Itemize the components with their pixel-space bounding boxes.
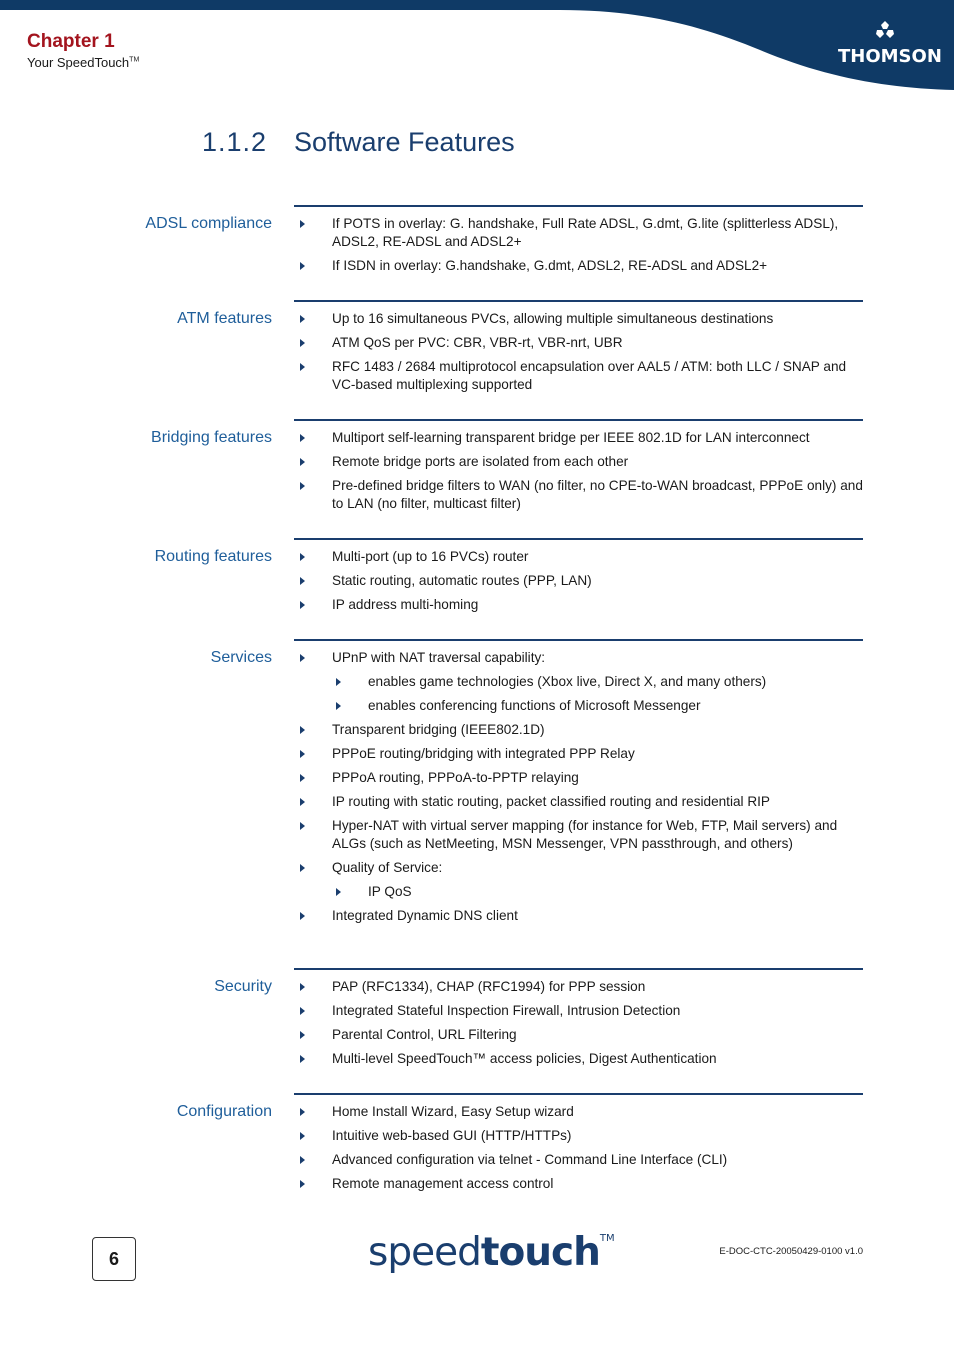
list-item	[294, 907, 863, 925]
bullet-arrow-icon	[336, 678, 341, 686]
item-text: Remote management access control	[332, 1176, 554, 1191]
feature-list	[294, 649, 863, 931]
group-divider	[294, 538, 863, 540]
list-item	[294, 477, 863, 512]
bullet-arrow-icon	[300, 553, 305, 561]
bullet-arrow-icon	[300, 774, 305, 782]
item-text: PPPoE routing/bridging with integrated PPP Relay	[332, 746, 635, 761]
group-label: Configuration	[176, 1103, 272, 1120]
item-text: If ISDN in overlay: G.handshake, G.dmt, ADSL2, RE-ADSL and ADSL2+	[332, 257, 768, 273]
group-label: Routing features	[154, 548, 272, 565]
group-label: ADSL compliance	[145, 215, 272, 232]
list-item	[294, 215, 863, 250]
chapter-subtitle: Your SpeedTouch™	[27, 55, 140, 70]
item-text: Home Install Wizard, Easy Setup wizard	[332, 1104, 574, 1119]
item-text: ATM QoS per PVC: CBR, VBR-rt, VBR-nrt, UBR	[332, 335, 623, 350]
list-item	[294, 978, 863, 996]
list-item	[294, 358, 863, 393]
item-text: Integrated Stateful Inspection Firewall, Intrusion Detection	[332, 1003, 681, 1018]
bullet-arrow-icon	[300, 654, 305, 662]
item-text: Hyper-NAT with virtual server mapping (for instance for Web, FTP, Mail servers) and ALGs (such as NetMeeting, MSN Messenger, VPN passthrough, and others)	[332, 818, 838, 851]
section-number: 1.1.2	[202, 127, 268, 157]
group-label: Security	[214, 978, 272, 995]
sub-list-item	[294, 883, 863, 901]
bullet-arrow-icon	[300, 339, 305, 347]
item-text: enables game technologies (Xbox live, Direct X, and many others)	[368, 674, 767, 689]
list-item	[294, 745, 863, 763]
item-text: If POTS in overlay: G. handshake, Full Rate ADSL, G.dmt, G.lite (splitterless ADSL), ADSL2, RE-ADSL and ADSL2+	[332, 216, 839, 249]
chapter-label: Chapter 1	[27, 31, 115, 52]
item-text: Multi-level SpeedTouch™ access policies, Digest Authentication	[332, 1051, 717, 1066]
sub-list-item	[294, 697, 863, 715]
bullet-arrow-icon	[300, 363, 305, 371]
item-text: Quality of Service:	[332, 859, 443, 875]
bullet-arrow-icon	[300, 726, 305, 734]
item-text: PPPoA routing, PPPoA-to-PPTP relaying	[332, 770, 579, 785]
bullet-arrow-icon	[300, 864, 305, 872]
item-text: Remote bridge ports are isolated from each other	[332, 454, 629, 469]
section-title	[202, 127, 515, 158]
group-divider	[294, 419, 863, 421]
item-text: PAP (RFC1334), CHAP (RFC1994) for PPP session	[332, 979, 646, 994]
bullet-arrow-icon	[336, 888, 341, 896]
section-heading: Software Features	[294, 127, 515, 157]
thomson-logo	[838, 20, 942, 70]
group-label: Services	[210, 649, 272, 666]
page-number: 6	[92, 1237, 136, 1281]
feature-list	[294, 548, 863, 620]
feature-list	[294, 429, 863, 519]
bullet-arrow-icon	[300, 601, 305, 609]
bullet-arrow-icon	[300, 434, 305, 442]
item-text: Multiport self-learning transparent bridge per IEEE 802.1D for LAN interconnect	[332, 430, 810, 445]
list-item	[294, 257, 863, 275]
bullet-arrow-icon	[300, 315, 305, 323]
list-item	[294, 721, 863, 739]
list-item	[294, 334, 863, 352]
bullet-arrow-icon	[300, 750, 305, 758]
group-divider	[294, 639, 863, 641]
list-item	[294, 429, 863, 447]
list-item	[294, 1151, 863, 1169]
bullet-arrow-icon	[300, 1007, 305, 1015]
list-item	[294, 453, 863, 471]
bullet-arrow-icon	[300, 822, 305, 830]
feature-list	[294, 1103, 863, 1199]
thomson-wordmark: THOMSON	[838, 46, 942, 67]
list-item	[294, 596, 863, 614]
list-item	[294, 1050, 863, 1068]
thomson-mark-icon	[874, 20, 896, 40]
bullet-arrow-icon	[300, 262, 305, 270]
item-text: RFC 1483 / 2684 multiprotocol encapsulation over AAL5 / ATM: both LLC / SNAP and VC-based multiplexing supported	[332, 359, 847, 392]
list-item	[294, 548, 863, 566]
bullet-arrow-icon	[300, 1055, 305, 1063]
group-divider	[294, 300, 863, 302]
feature-list	[294, 310, 863, 400]
bullet-arrow-icon	[300, 577, 305, 585]
bullet-arrow-icon	[336, 702, 341, 710]
list-item	[294, 1127, 863, 1145]
list-item	[294, 1103, 863, 1121]
item-text: Multi-port (up to 16 PVCs) router	[332, 549, 529, 564]
list-item	[294, 817, 863, 852]
group-divider	[294, 1093, 863, 1095]
feature-list	[294, 978, 863, 1074]
item-text: Intuitive web-based GUI (HTTP/HTTPs)	[332, 1128, 572, 1143]
list-item	[294, 1175, 863, 1193]
speedtouch-logo: speedtouch™	[368, 1230, 615, 1275]
item-text: Parental Control, URL Filtering	[332, 1027, 517, 1042]
bullet-arrow-icon	[300, 1180, 305, 1188]
feature-list	[294, 215, 863, 281]
item-text: enables conferencing functions of Microsoft Messenger	[368, 698, 701, 713]
item-text: Advanced configuration via telnet - Command Line Interface (CLI)	[332, 1152, 728, 1167]
list-item	[294, 859, 863, 877]
item-text: Pre-defined bridge filters to WAN (no filter, no CPE-to-WAN broadcast, PPPoE only) and to LAN (no filter, multicast filter)	[332, 478, 863, 511]
item-text: Static routing, automatic routes (PPP, LAN)	[332, 573, 592, 588]
bullet-arrow-icon	[300, 1108, 305, 1116]
list-item	[294, 769, 863, 787]
group-label: ATM features	[177, 310, 272, 327]
bullet-arrow-icon	[300, 458, 305, 466]
bullet-arrow-icon	[300, 798, 305, 806]
item-text: Transparent bridging (IEEE802.1D)	[332, 722, 545, 737]
group-label: Bridging features	[151, 429, 272, 446]
item-text: UPnP with NAT traversal capability:	[332, 650, 546, 665]
list-item	[294, 1002, 863, 1020]
list-item	[294, 793, 863, 811]
sub-list-item	[294, 673, 863, 691]
list-item	[294, 572, 863, 590]
bullet-arrow-icon	[300, 1132, 305, 1140]
header-swoosh	[0, 0, 954, 95]
group-divider	[294, 205, 863, 207]
item-text: IP routing with static routing, packet classified routing and residential RIP	[332, 794, 771, 809]
group-divider	[294, 968, 863, 970]
item-text: Integrated Dynamic DNS client	[332, 907, 518, 923]
bullet-arrow-icon	[300, 1156, 305, 1164]
bullet-arrow-icon	[300, 482, 305, 490]
document-code: E-DOC-CTC-20050429-0100 v1.0	[719, 1246, 863, 1257]
list-item	[294, 1026, 863, 1044]
item-text: IP QoS	[368, 883, 412, 899]
list-item	[294, 310, 863, 328]
item-text: IP address multi-homing	[332, 597, 479, 612]
bullet-arrow-icon	[300, 220, 305, 228]
bullet-arrow-icon	[300, 1031, 305, 1039]
bullet-arrow-icon	[300, 983, 305, 991]
item-text: Up to 16 simultaneous PVCs, allowing multiple simultaneous destinations	[332, 311, 774, 326]
bullet-arrow-icon	[300, 912, 305, 920]
list-item	[294, 649, 863, 667]
